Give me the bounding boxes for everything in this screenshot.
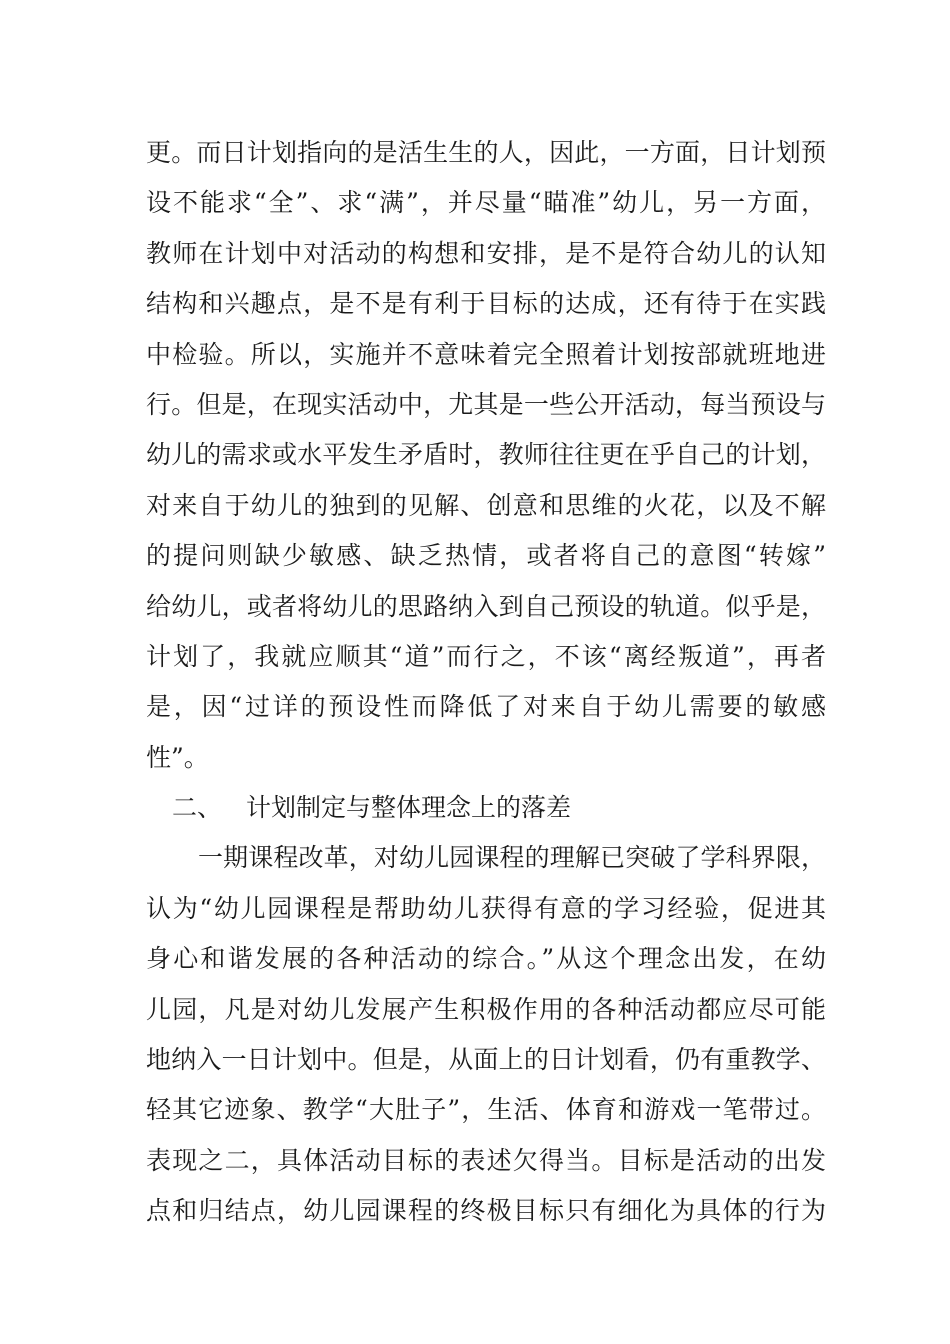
text-line: 给幼儿，或者将幼儿的思路纳入到自己预设的轨道。似乎是， <box>146 591 826 621</box>
text-line: 幼儿的需求或水平发生矛盾时，教师往往更在乎自己的计划， <box>146 440 826 470</box>
text-line: 的提问则缺少敏感、缺乏热情，或者将自己的意图“转嫁” <box>146 541 826 571</box>
text-line: 点和归结点，幼儿园课程的终极目标只有细化为具体的行为 <box>146 1196 826 1226</box>
body-text <box>146 128 826 1237</box>
text-line: 行。但是，在现实活动中，尤其是一些公开活动，每当预设与 <box>146 389 826 419</box>
text-line: 更。而日计划指向的是活生生的人，因此，一方面，日计划预 <box>146 138 826 167</box>
text-line: 是，因“过详的预设性而降低了对来自于幼儿需要的敏感 <box>146 692 826 722</box>
text-line: 一期课程改革，对幼儿园课程的理解已突破了学科界限， <box>198 843 826 873</box>
text-line: 身心和谐发展的各种活动的综合。”从这个理念出发，在幼 <box>146 944 826 974</box>
text-line: 中检验。所以，实施并不意味着完全照着计划按部就班地进 <box>146 339 826 369</box>
section-heading-title: 计划制定与整体理念上的落差 <box>246 793 572 823</box>
text-line: 认为“幼儿园课程是帮助幼儿获得有意的学习经验，促进其 <box>146 893 826 923</box>
text-line: 儿园，凡是对幼儿发展产生积极作用的各种活动都应尽可能 <box>146 994 826 1024</box>
section-heading-number: 二、 <box>172 793 223 823</box>
text-line: 对来自于幼儿的独到的见解、创意和思维的火花，以及不解 <box>146 490 826 520</box>
text-line: 教师在计划中对活动的构想和安排，是不是符合幼儿的认知 <box>146 238 826 268</box>
text-line: 性”。 <box>146 742 209 772</box>
text-line: 设不能求“全”、求“满”，并尽量“瞄准”幼儿，另一方面， <box>146 188 826 218</box>
text-line: 结构和兴趣点，是不是有利于目标的达成，还有待于在实践 <box>146 289 826 319</box>
section-heading <box>146 783 826 833</box>
text-line: 表现之二，具体活动目标的表述欠得当。目标是活动的出发 <box>146 1145 826 1175</box>
text-line: 计划了，我就应顺其“道”而行之，不该“离经叛道”，再者 <box>146 641 826 671</box>
text-line: 轻其它迹象、教学“大肚子”，生活、体育和游戏一笔带过。 <box>146 1095 826 1125</box>
text-line: 地纳入一日计划中。但是，从面上的日计划看，仍有重教学、 <box>146 1045 826 1075</box>
